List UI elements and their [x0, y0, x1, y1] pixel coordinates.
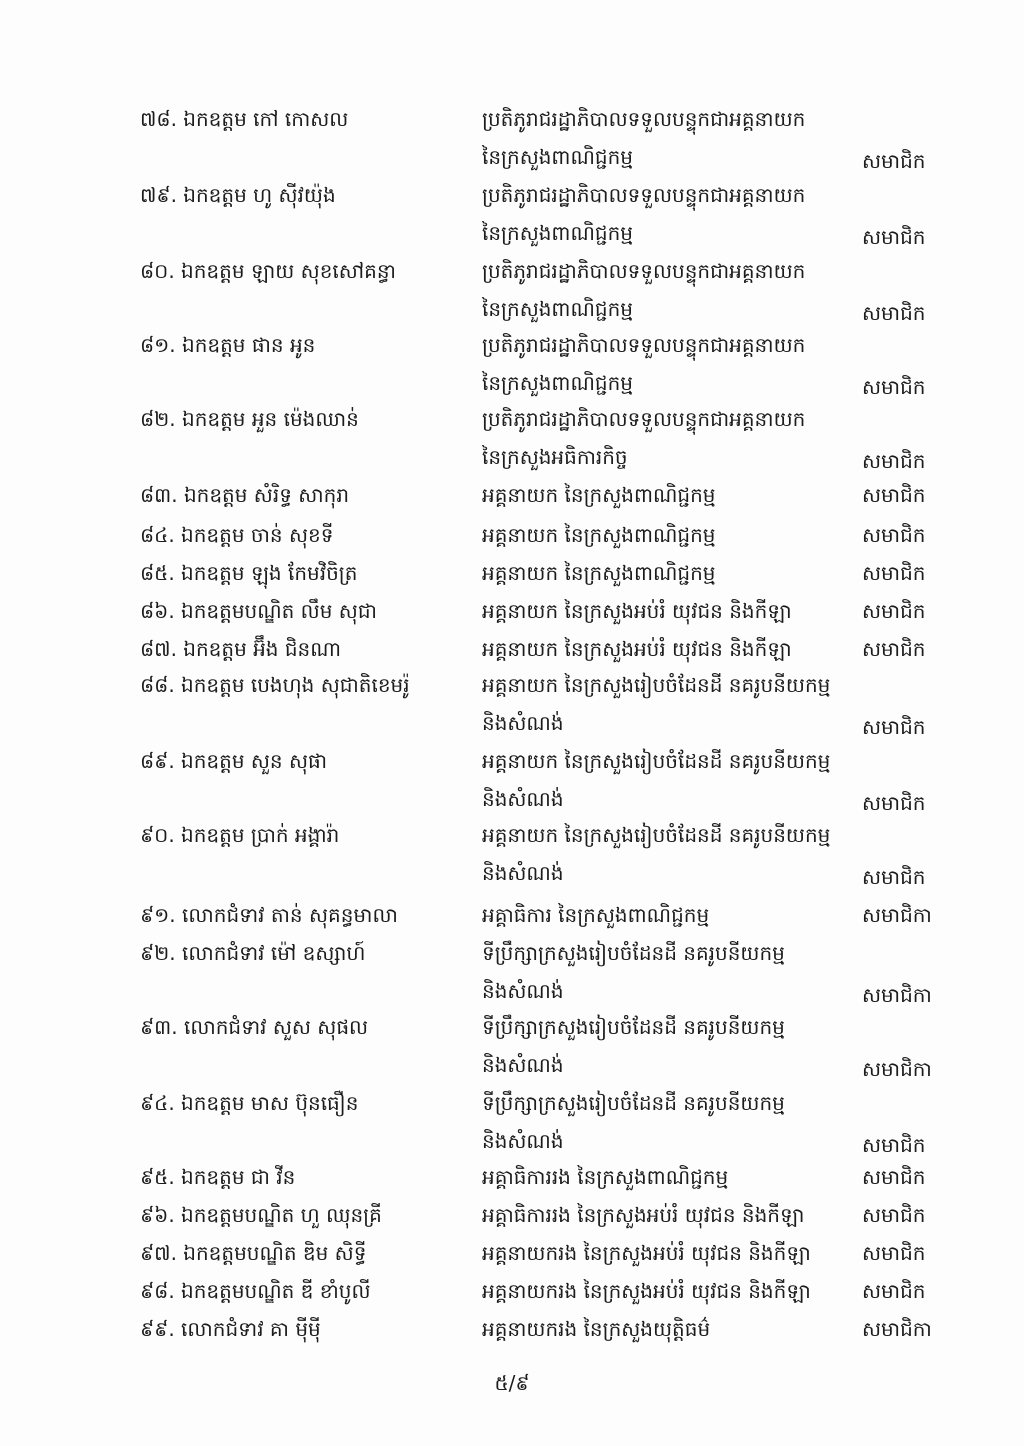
member-position — [482, 554, 862, 592]
member-role: សមាជិក — [862, 599, 926, 623]
position-line: ប្រតិភូរាជរដ្ឋាភិបាលទទួលបន្ទុកជាអគ្គនាយក — [482, 407, 806, 431]
member-role: សមាជិក — [862, 1165, 926, 1189]
member-name: ៩៣. លោកជំទាវ សួស សុផល — [140, 1015, 369, 1039]
member-position — [482, 1196, 862, 1234]
member-name: ៩០. ឯកឧត្តម ប្រាក់ អង្គារ៉ា — [140, 823, 340, 847]
member-name: ៩៩. លោកជំទាវ គា ម៉ីម៉ី — [140, 1317, 321, 1341]
position-line: ទីប្រឹក្សាក្រសួងរៀបចំដែនដី នគរូបនីយកម្ម — [482, 1091, 785, 1115]
member-name: ៨៥. ឯកឧត្តម ឡុង កែមវិចិត្រ — [140, 561, 358, 585]
position-line: និងសំណង់ — [482, 711, 564, 735]
member-name: ៩១. លោកជំទាវ តាន់ សុគន្ធមាលា — [140, 903, 398, 927]
member-name: ៨៩. ឯកឧត្តម សួន សុផា — [140, 749, 328, 773]
position-line: អគ្គាធិការរង នៃក្រសួងពាណិជ្ជកម្ម — [482, 1165, 729, 1189]
member-position — [482, 742, 862, 818]
member-role: សមាជិក — [862, 561, 926, 585]
page-number: ៥/៩ — [494, 1371, 530, 1395]
member-name: ៨៧. ឯកឧត្តម អ៊ឹង ជិនណា — [140, 637, 342, 661]
member-role: សមាជិក — [862, 523, 926, 547]
position-line: ទីប្រឹក្សាក្រសួងរៀបចំដែនដី នគរូបនីយកម្ម — [482, 1015, 785, 1039]
member-name: ៩៧. ឯកឧត្តមបណ្ឌិត ឌិម សិទ្ធី — [140, 1241, 367, 1265]
position-line: អគ្គនាយករង នៃក្រសួងអប់រំ យុវជន និងកីឡា — [482, 1279, 811, 1303]
member-role: សមាជិកា — [862, 983, 932, 1007]
position-line: អគ្គនាយក នៃក្រសួងពាណិជ្ជកម្ម — [482, 561, 716, 585]
member-position — [482, 176, 862, 252]
member-role: សមាជិក — [862, 791, 926, 815]
member-position — [482, 1158, 862, 1196]
position-line: និងសំណង់ — [482, 979, 564, 1003]
member-role: សមាជិក — [862, 715, 926, 739]
position-line: ប្រតិភូរាជរដ្ឋាភិបាលទទួលបន្ទុកជាអគ្គនាយក — [482, 333, 806, 357]
member-role: សមាជិក — [862, 637, 926, 661]
member-position — [482, 666, 862, 742]
member-name: ៧៩. ឯកឧត្តម ហូ ស៊ីវយ៉ុង — [140, 183, 336, 207]
member-role: សមាជិក — [862, 483, 926, 507]
member-position — [482, 592, 862, 630]
member-position — [482, 816, 862, 892]
position-line: អគ្គនាយករង នៃក្រសួងអប់រំ យុវជន និងកីឡា — [482, 1241, 811, 1265]
position-line: និងសំណង់ — [482, 1129, 564, 1153]
member-name: ៨២. ឯកឧត្តម អួន ម៉េងឈាន់ — [140, 407, 359, 431]
member-name: ៨១. ឯកឧត្តម ផាន អូន — [140, 333, 316, 357]
member-position — [482, 1272, 862, 1310]
position-line: នៃក្រសួងពាណិជ្ជកម្ម — [482, 145, 633, 169]
position-line: អគ្គាធិការរង នៃក្រសួងអប់រំ យុវជន និងកីឡា — [482, 1203, 805, 1227]
position-line: ប្រតិភូរាជរដ្ឋាភិបាលទទួលបន្ទុកជាអគ្គនាយក — [482, 107, 806, 131]
member-position — [482, 896, 862, 934]
member-role: សមាជិកា — [862, 1057, 932, 1081]
member-role: សមាជិក — [862, 1279, 926, 1303]
position-line: ប្រតិភូរាជរដ្ឋាភិបាលទទួលបន្ទុកជាអគ្គនាយក — [482, 183, 806, 207]
member-position — [482, 1008, 862, 1084]
position-line: អគ្គនាយក នៃក្រសួងពាណិជ្ជកម្ម — [482, 523, 716, 547]
member-role: សមាជិក — [862, 1133, 926, 1157]
member-position — [482, 476, 862, 514]
member-role: សមាជិក — [862, 225, 926, 249]
position-line: អគ្គនាយក នៃក្រសួងអប់រំ យុវជន និងកីឡា — [482, 599, 792, 623]
member-name: ៩៦. ឯកឧត្តមបណ្ឌិត ហួ ឈុនគ្រី — [140, 1203, 382, 1227]
member-position — [482, 934, 862, 1010]
position-line: នៃក្រសួងពាណិជ្ជកម្ម — [482, 297, 633, 321]
member-position — [482, 516, 862, 554]
position-line: អគ្គនាយក នៃក្រសួងពាណិជ្ជកម្ម — [482, 483, 716, 507]
position-line: នៃក្រសួងអធិការកិច្ច — [482, 445, 628, 469]
member-position — [482, 1310, 862, 1348]
member-position — [482, 400, 862, 476]
position-line: និងសំណង់ — [482, 787, 564, 811]
member-position — [482, 1234, 862, 1272]
member-role: សមាជិក — [862, 1241, 926, 1265]
member-role: សមាជិក — [862, 375, 926, 399]
member-role: សមាជិក — [862, 1203, 926, 1227]
position-line: នៃក្រសួងពាណិជ្ជកម្ម — [482, 221, 633, 245]
member-position — [482, 252, 862, 328]
position-line: អគ្គនាយក នៃក្រសួងអប់រំ យុវជន និងកីឡា — [482, 637, 792, 661]
member-position — [482, 1084, 862, 1160]
position-line: អគ្គនាយករង នៃក្រសួងយុត្តិធម៌ — [482, 1317, 711, 1341]
member-role: សមាជិក — [862, 301, 926, 325]
member-name: ៩២. លោកជំទាវ ម៉ៅ ឧស្សាហ៍ — [140, 941, 366, 965]
member-role: សមាជិក — [862, 149, 926, 173]
position-line: អគ្គនាយក នៃក្រសួងរៀបចំដែនដី នគរូបនីយកម្ម — [482, 823, 831, 847]
position-line: និងសំណង់ — [482, 861, 564, 885]
position-line: អគ្គនាយក នៃក្រសួងរៀបចំដែនដី នគរូបនីយកម្ម — [482, 749, 831, 773]
member-role: សមាជិកា — [862, 1317, 932, 1341]
position-line: អគ្គាធិការ នៃក្រសួងពាណិជ្ជកម្ម — [482, 903, 710, 927]
position-line: នៃក្រសួងពាណិជ្ជកម្ម — [482, 371, 633, 395]
member-name: ៨៣. ឯកឧត្តម សំរិទ្ធ សាកុរា — [140, 483, 350, 507]
member-role: សមាជិក — [862, 865, 926, 889]
member-name: ៨៨. ឯកឧត្តម បេងហុង សុជាតិខេមរ៉ូ — [140, 673, 410, 697]
member-position — [482, 630, 862, 668]
member-name: ៩៥. ឯកឧត្តម ជា វីន — [140, 1165, 296, 1189]
member-position — [482, 100, 862, 176]
member-name: ៩៤. ឯកឧត្តម មាស ប៊ុនធឿន — [140, 1091, 359, 1115]
position-line: អគ្គនាយក នៃក្រសួងរៀបចំដែនដី នគរូបនីយកម្ម — [482, 673, 831, 697]
position-line: ទីប្រឹក្សាក្រសួងរៀបចំដែនដី នគរូបនីយកម្ម — [482, 941, 785, 965]
member-name: ៧៨. ឯកឧត្តម កៅ កោសល — [140, 107, 349, 131]
member-name: ៨៤. ឯកឧត្តម ចាន់ សុខទី — [140, 523, 334, 547]
position-line: ប្រតិភូរាជរដ្ឋាភិបាលទទួលបន្ទុកជាអគ្គនាយក — [482, 259, 806, 283]
member-name: ៨៦. ឯកឧត្តមបណ្ឌិត លឹម សុជា — [140, 599, 377, 623]
member-name: ៨០. ឯកឧត្តម ឡាយ សុខសៅគន្ធា — [140, 259, 396, 283]
position-line: និងសំណង់ — [482, 1053, 564, 1077]
member-role: សមាជិកា — [862, 903, 932, 927]
member-name: ៩៨. ឯកឧត្តមបណ្ឌិត ឌី ខាំបូលី — [140, 1279, 371, 1303]
member-position — [482, 326, 862, 402]
member-role: សមាជិក — [862, 449, 926, 473]
